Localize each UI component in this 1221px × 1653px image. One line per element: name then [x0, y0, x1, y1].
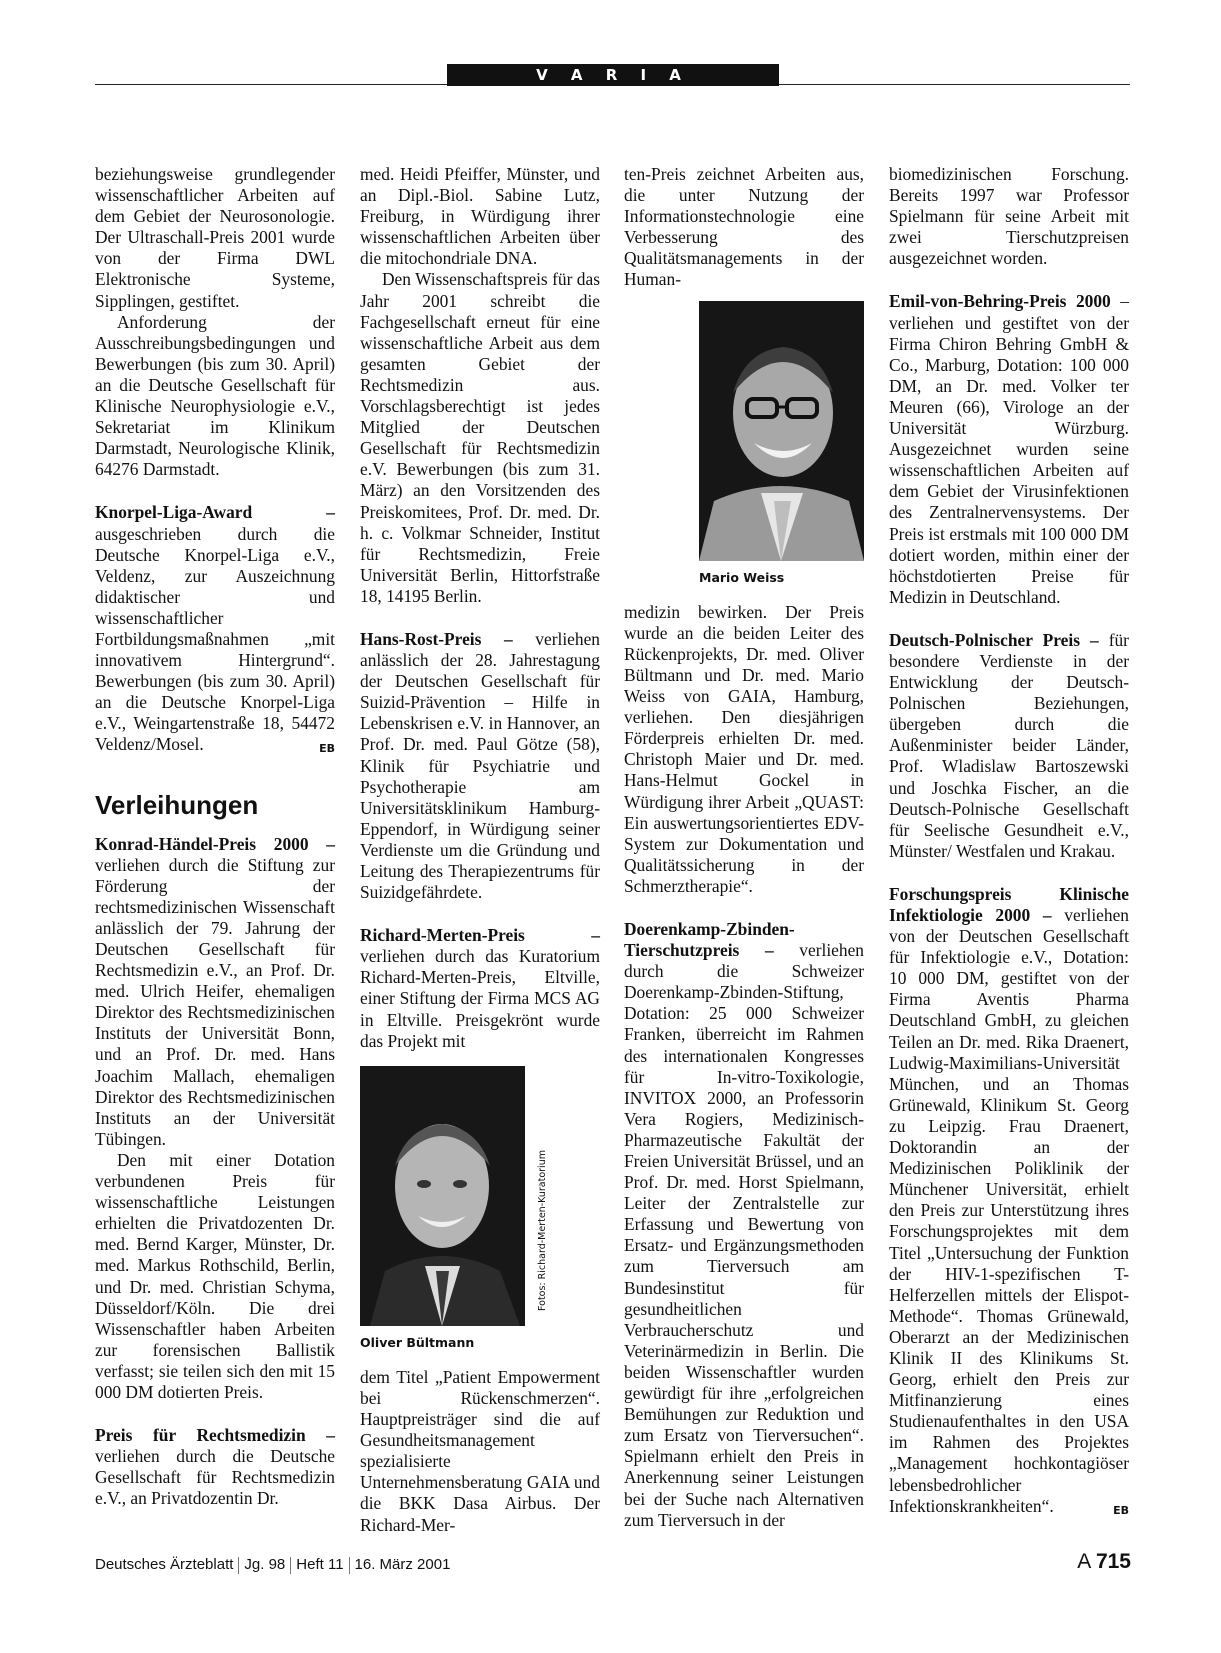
portrait-photo — [699, 301, 864, 561]
photo-caption: Oliver Bültmann — [360, 1334, 475, 1350]
column-3 — [624, 164, 864, 1531]
paragraph: biomedizinischen Forschung. Bereits 1997 war Professor Spielmann für seine Arbeit mit zwei Tierschutzpreisen ausgezeichnet worden. — [889, 164, 1129, 269]
award-entry — [360, 925, 600, 1052]
award-entry — [624, 919, 864, 1531]
page-number: A 715 — [1077, 1550, 1131, 1573]
paragraph: ten-Preis zeichnet Arbeiten aus, die unter Nutzung der Informationstechnologie eine Verbesserung des Qualitätsmanagements in der Human- — [624, 164, 864, 290]
award-text: verliehen von der Deutschen Gesellschaft für Infektiologie e.V., Dotation: 10 000 DM, gestiftet von der Firma Aventis Pharma Deutschland GmbH, zu gleichen Teilen an Dr. med. Rika Draenert, Ludwig-Maximilians-Universität München, und an Thomas Grünewald, Klinikum St. Georg zu Leipzig. Frau Draenert, Doktorandin an der Medizinischen Poliklinik der Münchener Universität, erhielt den Preis zur Unterstützung ihres Forschungsprojektes mit dem Titel „Untersuchung der Funktion der HIV-1-spezifischen T-Helferzellen mittels der Elispot-Methode“. Thomas Grünewald, Oberarzt an der Medizinischen Klinik II des Klinikums St. Georg, erhielt den Preis zur Mitfinanzierung eines Studienaufenthaltes in den USA im Rahmen des Projektes „Management hochkontagiöser lebensbedrohlicher Infektionskrankheiten“. — [889, 905, 1129, 1516]
award-title: Deutsch-Polnischer Preis – — [889, 629, 1099, 650]
photo-figure — [699, 301, 864, 588]
award-entry — [95, 1425, 335, 1509]
column-1 — [95, 164, 335, 1509]
award-title: Preis für Rechtsmedizin – — [95, 1425, 335, 1446]
award-text: verliehen durch die Schweizer Doerenkamp-Zbinden-Stiftung, Dotation: 25 000 Schweizer Franken, überreicht im Rahmen des internationalen Kongresses für In-vitro-Toxikologie, INVITOX 2000, an Professorin Vera Rogiers, Medizinisch-Pharmazeutische Fakultät der Freien Universität Brüssel, und an Prof. Dr. med. Horst Spielmann, Leiter der Zentralstelle zur Erfassung und Bewertung von Ersatz- und Ergänzungsmethoden zum Tierversuch am Bundesinstitut für gesundheitlichen Verbraucherschutz und Veterinärmedizin in Berlin. Die beiden Wissenschaftler wurden gewürdigt für ihre „erfolgreichen Bemühungen zur Reduktion und zum Ersatz von Tierversuchen“. Spielmann erhielt den Preis in Anerkennung seiner Leistungen bei der Suche nach Alternativen zum Tierversuch in der — [624, 940, 864, 1530]
column-2 — [360, 164, 600, 1536]
award-title: Knorpel-Liga-Award – — [95, 502, 335, 523]
award-title: Richard-Merten-Preis – — [360, 925, 600, 946]
award-text: verliehen durch die Deutsche Gesellschaft für Rechtsmedizin e.V., an Privatdozentin Dr. — [95, 1446, 335, 1509]
paragraph: medizin bewirken. Der Preis wurde an die beiden Leiter des Rückenprojekts, Dr. med. Oliver Bültmann und Dr. med. Mario Weiss von GAIA, Hamburg, verliehen. Den diesjährigen Förderpreis erhielten Dr. med. Christoph Maier und Dr. med. Hans-Helmut Gockel in Würdigung ihrer Arbeit „QUAST: Ein auswertungsorientiertes EDV-System zur Dokumentation und Qualitätssicherung in der Schmerztherapie“. — [624, 601, 864, 896]
award-text: – verliehen und gestiftet von der Firma Chiron Behring GmbH & Co., Marburg, Dotation: 100 000 DM, an Dr. med. Volker ter Meuren (66), Virologe an der Universität Würzburg. Ausgezeichnet wurden seine wissenschaftlichen Arbeiten auf dem Gebiet der Virusinfektionen des Zentralnervensystems. Der Preis ist erstmals mit 100 000 DM dotiert worden, mithin einer der höchstdotierten Preise für Medizin in Deutschland. — [889, 291, 1129, 607]
award-entry — [889, 291, 1129, 607]
paragraph: dem Titel „Patient Empowerment bei Rückenschmerzen“. Hauptpreisträger sind die auf Gesundheitsmanagement spezialisierte Unternehmensberatung GAIA und die BKK Dasa Airbus. Der Richard-Mer- — [360, 1366, 600, 1535]
award-text: ausgeschrieben durch die Deutsche Knorpel-Liga e.V., Veldenz, zur Auszeichnung didaktischer und wissenschaftlicher Fortbildungsmaßnahmen „mit innovativem Hintergrund“. Bewerbungen (bis zum 30. April) an die Deutsche Knorpel-Liga e.V., Weingartenstraße 18, 54472 Veldenz/Mosel. — [95, 523, 335, 755]
award-text: für besondere Verdienste in der Entwicklung der Deutsch-Polnischen Beziehungen, übergeben durch die Außenminister beider Länder, Prof. Wladislaw Bartoszewski und Joschka Fischer, an die Deutsch-Polnische Gesellschaft für Seelische Gesundheit e.V., Münster/ Westfalen und Krakau. — [889, 629, 1129, 861]
column-4 — [889, 164, 1129, 1521]
award-text: verliehen anlässlich der 28. Jahrestagung der Deutschen Gesellschaft für Suizid-Prävention – Hilfe in Lebenskrisen e.V. in Hannover, an Prof. Dr. med. Paul Götze (58), Klinik für Psychiatrie und Psychotherapie am Universitätsklinikum Hamburg-Eppendorf, in Würdigung seiner Verdienste um die Gründung und Leitung des Therapiezentrums für Suizidgefährdete. — [360, 628, 600, 903]
photo-credit: Fotos: Richard-Merten-Kuratorium — [537, 1149, 548, 1311]
journal-issue: Heft 11 — [296, 1556, 344, 1573]
section-label: V A R I A — [447, 64, 779, 86]
award-title: Doerenkamp-Zbinden-Tierschutzpreis – — [624, 918, 795, 961]
author-initials: EB — [1113, 1503, 1129, 1517]
journal-volume: Jg. 98 — [244, 1556, 286, 1573]
photo-figure — [360, 1066, 600, 1353]
award-entry — [95, 834, 335, 1150]
author-initials: EB — [319, 742, 335, 756]
paragraph: Den mit einer Dotation verbundenen Preis für wissenschaftliche Leistungen erhielten die Privatdozenten Dr. med. Bernd Karger, Münster, Dr. med. Markus Rothschild, Berlin, und Dr. med. Christian Schyma, Düsseldorf/Köln. Die drei Wissenschaftler haben Arbeiten zur forensischen Ballistik verfasst; sie teilen sich den mit 15 000 DM dotierten Preis. — [95, 1149, 335, 1402]
award-text: verliehen durch das Kuratorium Richard-Merten-Preis, Eltville, einer Stiftung der Firma MCS AG in Eltville. Preisgekrönt wurde das Projekt mit — [360, 946, 600, 1051]
award-title: Konrad-Händel-Preis 2000 – — [95, 833, 335, 854]
section-heading: Verleihungen — [95, 789, 259, 820]
paragraph: Den Wissenschaftspreis für das Jahr 2001 schreibt die Fachgesellschaft erneut für eine wissenschaftliche Arbeit aus dem gesamten Gebiet der Rechtsmedizin aus. Vorschlagsberechtigt ist jedes Mitglied der Deutschen Gesellschaft für Rechtsmedizin e.V. Bewerbungen (bis zum 31. März) an den Vorsitzenden des Preiskomitees, Prof. Dr. med. Dr. h. c. Volkmar Schneider, Institut für Rechtsmedizin, Freie Universität Berlin, Hittorfstraße 18, 14195 Berlin. — [360, 269, 600, 606]
separator — [238, 1557, 239, 1574]
award-entry — [889, 630, 1129, 862]
separator — [349, 1557, 350, 1574]
award-title: Emil-von-Behring-Preis 2000 — [889, 291, 1111, 312]
paragraph: Anforderung der Ausschreibungsbedingungen und Bewerbungen (bis zum 30. April) an die Deutsche Gesellschaft für Klinische Neurophysiologie e.V., Sekretariat im Klinikum Darmstadt, Neurologische Klinik, 64276 Darmstadt. — [95, 311, 335, 480]
journal-date: 16. März 2001 — [354, 1556, 451, 1573]
paragraph: beziehungsweise grundlegender wissenschaftlicher Arbeiten auf dem Gebiet der Neurosonologie. Der Ultraschall-Preis 2001 wurde von der Firma DWL Elektronische Systeme, Sipplingen, gestiftet. — [95, 164, 335, 311]
photo-caption: Mario Weiss — [699, 569, 785, 585]
journal-name: Deutsches Ärzteblatt — [95, 1556, 234, 1573]
award-entry — [95, 502, 335, 755]
award-entry — [360, 629, 600, 903]
separator — [290, 1557, 291, 1574]
portrait-photo — [360, 1066, 525, 1326]
award-text: verliehen durch die Stiftung zur Förderung der rechtsmedizinischen Wissenschaft anlässlich der 79. Jahrung der Deutschen Gesellschaft für Rechtsmedizin e.V., an Prof. Dr. med. Ulrich Heifer, ehemaligen Direktor des Rechtsmedizinischen Instituts der Universität Bonn, und an Prof. Dr. med. Hans Joachim Mallach, ehemaligen Direktor des Rechtsmedizinischen Instituts an der Universität Tübingen. — [95, 854, 335, 1149]
award-title: Hans-Rost-Preis – — [360, 628, 513, 649]
award-title: Forschungspreis Klinische Infektiologie 2000 – — [889, 883, 1129, 925]
award-entry — [889, 884, 1129, 1517]
paragraph: med. Heidi Pfeiffer, Münster, und an Dipl.-Biol. Sabine Lutz, Freiburg, in Würdigung ihrer wissenschaftlichen Arbeiten über die mitochondriale DNA. — [360, 164, 600, 269]
journal-footer — [95, 1556, 450, 1574]
